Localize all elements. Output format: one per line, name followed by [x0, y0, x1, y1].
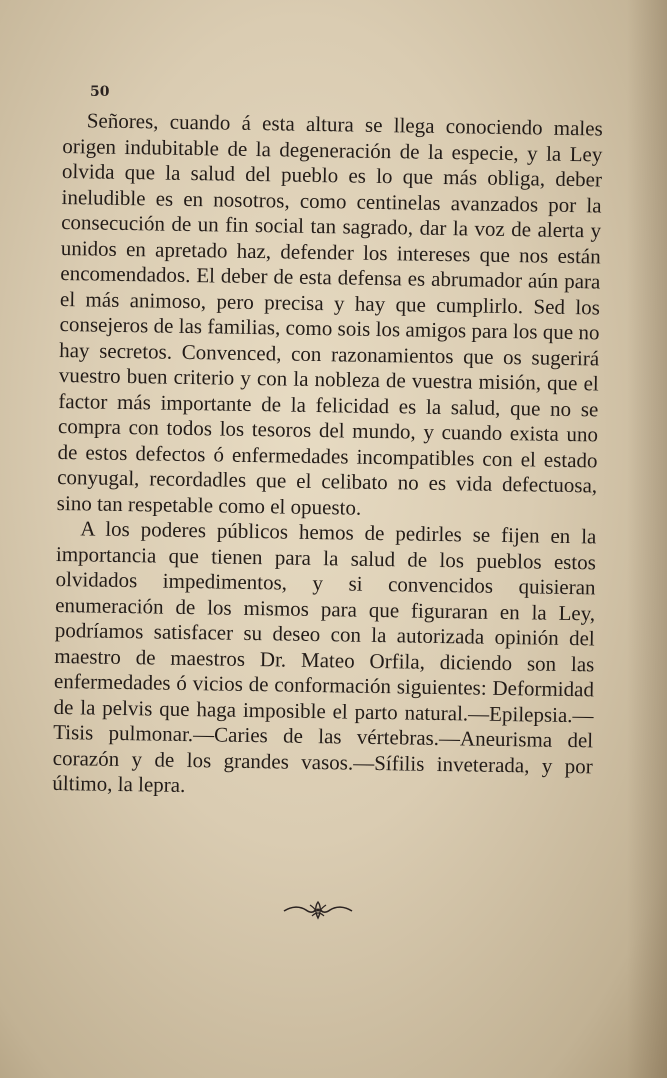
paragraph-1: Señores, cuando á esta altura se llega conociendo males origen indubitable de la degeneración de la especie, y la Ley olvida que la salud del pueblo es lo que más obliga, deber ineludible es en nosotros, como centinelas avanzados por la consecución de un fin social tan sagrado, dar la voz de alerta y unidos en apretado haz, defender los intereses que nos están encomendados. El deber de esta defensa es abrumador aún para el más animoso, pero precisa y hay que cumplirlo. Sed los consejeros de las familias, como sois los amigos para los que no hay secretos. Convenced, con razonamientos que os sugerirá vuestro buen criterio y con la nobleza de vuestra misión, que el factor más importante de la felicidad es la salud, que no se compra con todos los tesoros del mundo, y cuando exista uno de estos defectos ó enfermedades incompatibles con el estado conyugal, recordadles que el celibato no es vida defectuosa, sino tan respetable como el opuesto.: [56, 108, 603, 520]
page-number: 50: [90, 84, 110, 100]
paragraph-2: A los poderes públicos hemos de pedirles se fijen en la importancia que tienen para la salud de los pueblos estos olvidados impedimentos, y si convencidos quisieran enumeración de los mismos para que figuraran en la Ley, podríamos satisfacer su deseo con la autorizada opinión del maestro de maestros Dr. Mateo Orfila, diciendo son las enfermedades ó vicios de conformación siguientes: Deformidad de la pelvis que haga imposible el parto natural.—Epilepsia.—Tisis pulmonar.—Caries de las vértebras.—Aneurisma del corazón y de los grandes vasos.—Sífilis inveterada, y por último, la lepra.: [52, 516, 597, 798]
body-text: [52, 108, 603, 805]
vignette-ornament-icon: [282, 898, 354, 922]
